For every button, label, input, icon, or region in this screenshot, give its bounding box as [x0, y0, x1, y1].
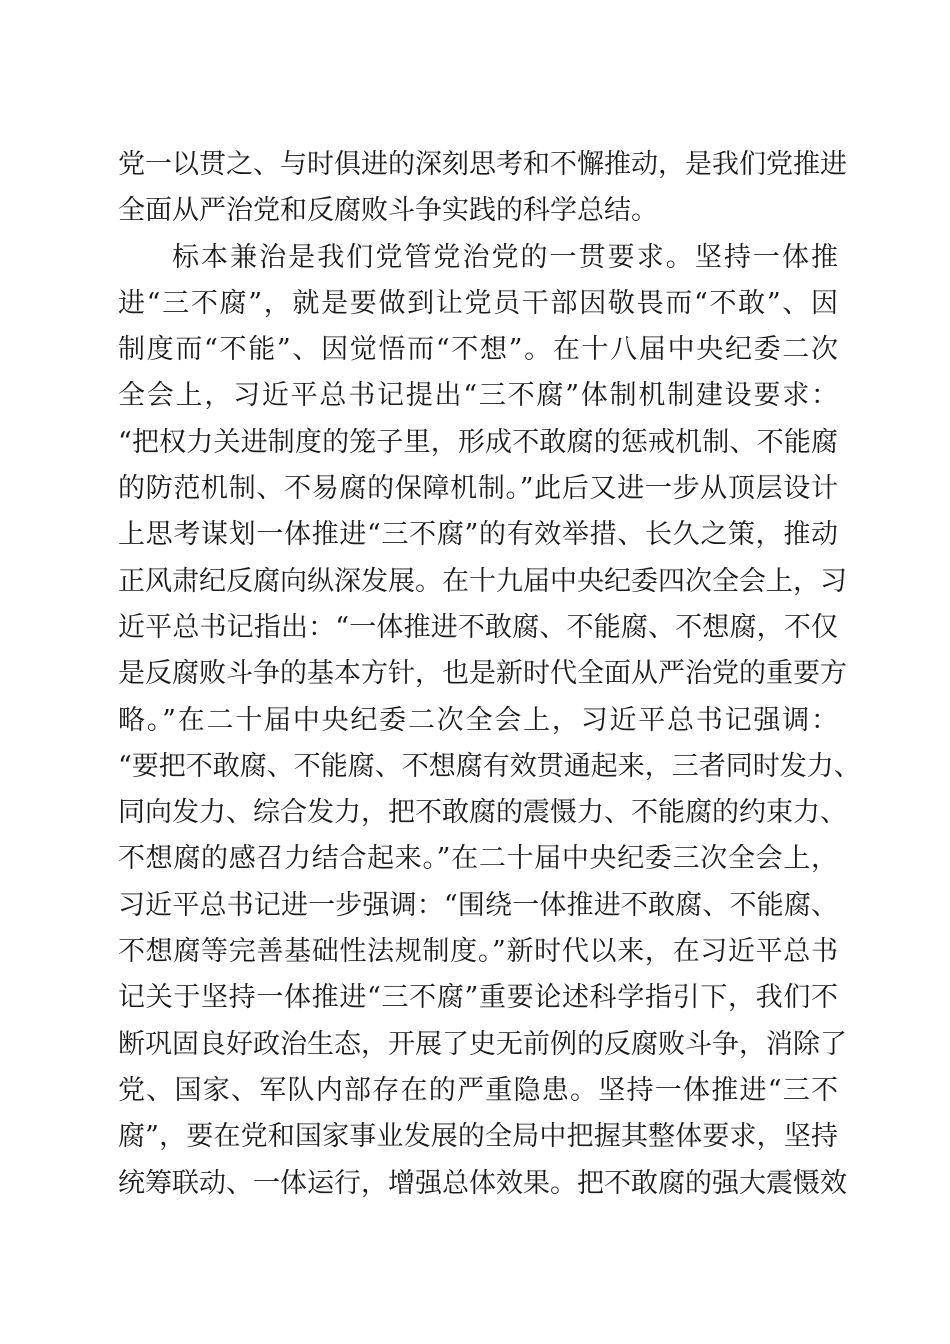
text-line: 正风肃纪反腐向纵深发展。在十九届中央纪委四次全会上，习 [118, 565, 847, 597]
text-line: 断巩固良好政治生态，开展了史无前例的反腐败斗争，消除了 [118, 1028, 847, 1060]
text-line: 不想腐的感召力结合起来。”在二十届中央纪委三次全会上， [118, 843, 838, 875]
body-text [118, 142, 861, 1207]
text-line: 近平总书记指出：“一体推进不敢腐、不能腐、不想腐，不仅 [118, 611, 838, 643]
text-line: 全面从严治党和反腐败斗争实践的科学总结。 [118, 195, 658, 227]
text-line: “把权力关进制度的笼子里，形成不敢腐的惩戒机制、不能腐 [118, 426, 838, 458]
paragraph-first-line: 标本兼治是我们党管党治党的一贯要求。坚持一体推 [172, 241, 838, 273]
text-line: 的防范机制、不易腐的保障机制。”此后又进一步从顶层设计 [118, 473, 838, 505]
text-line: 上思考谋划一体推进“三不腐”的有效举措、长久之策，推动 [118, 519, 838, 551]
text-line: 党一以贯之、与时俱进的深刻思考和不懈推动，是我们党推进 [118, 149, 847, 180]
text-line: 制度而“不能”、因觉悟而“不想”。在十八届中央纪委二次 [118, 334, 838, 366]
text-line: 略。”在二十届中央纪委二次全会上，习近平总书记强调： [118, 704, 838, 736]
text-line: 党、国家、军队内部存在的严重隐患。坚持一体推进“三不 [118, 1074, 838, 1106]
text-line: 进“三不腐”，就是要做到让党员干部因敬畏而“不敢”、因 [118, 287, 838, 319]
text-line: 全会上，习近平总书记提出“三不腐”体制机制建设要求： [118, 380, 838, 412]
text-line: 是反腐败斗争的基本方针，也是新时代全面从严治党的重要方 [118, 658, 847, 690]
text-line: “要把不敢腐、不能腐、不想腐有效贯通起来，三者同时发力、 [118, 750, 861, 782]
text-line: 腐”，要在党和国家事业发展的全局中把握其整体要求，坚持 [118, 1121, 838, 1153]
text-line: 同向发力、综合发力，把不敢腐的震慑力、不能腐的约束力、 [118, 797, 847, 829]
text-line: 统筹联动、一体运行，增强总体效果。把不敢腐的强大震慑效 [118, 1167, 847, 1199]
text-line: 记关于坚持一体推进“三不腐”重要论述科学指引下，我们不 [118, 982, 838, 1014]
text-line: 习近平总书记进一步强调：“围绕一体推进不敢腐、不能腐、 [118, 889, 838, 921]
text-line: 不想腐等完善基础性法规制度。”新时代以来，在习近平总书 [118, 936, 838, 968]
